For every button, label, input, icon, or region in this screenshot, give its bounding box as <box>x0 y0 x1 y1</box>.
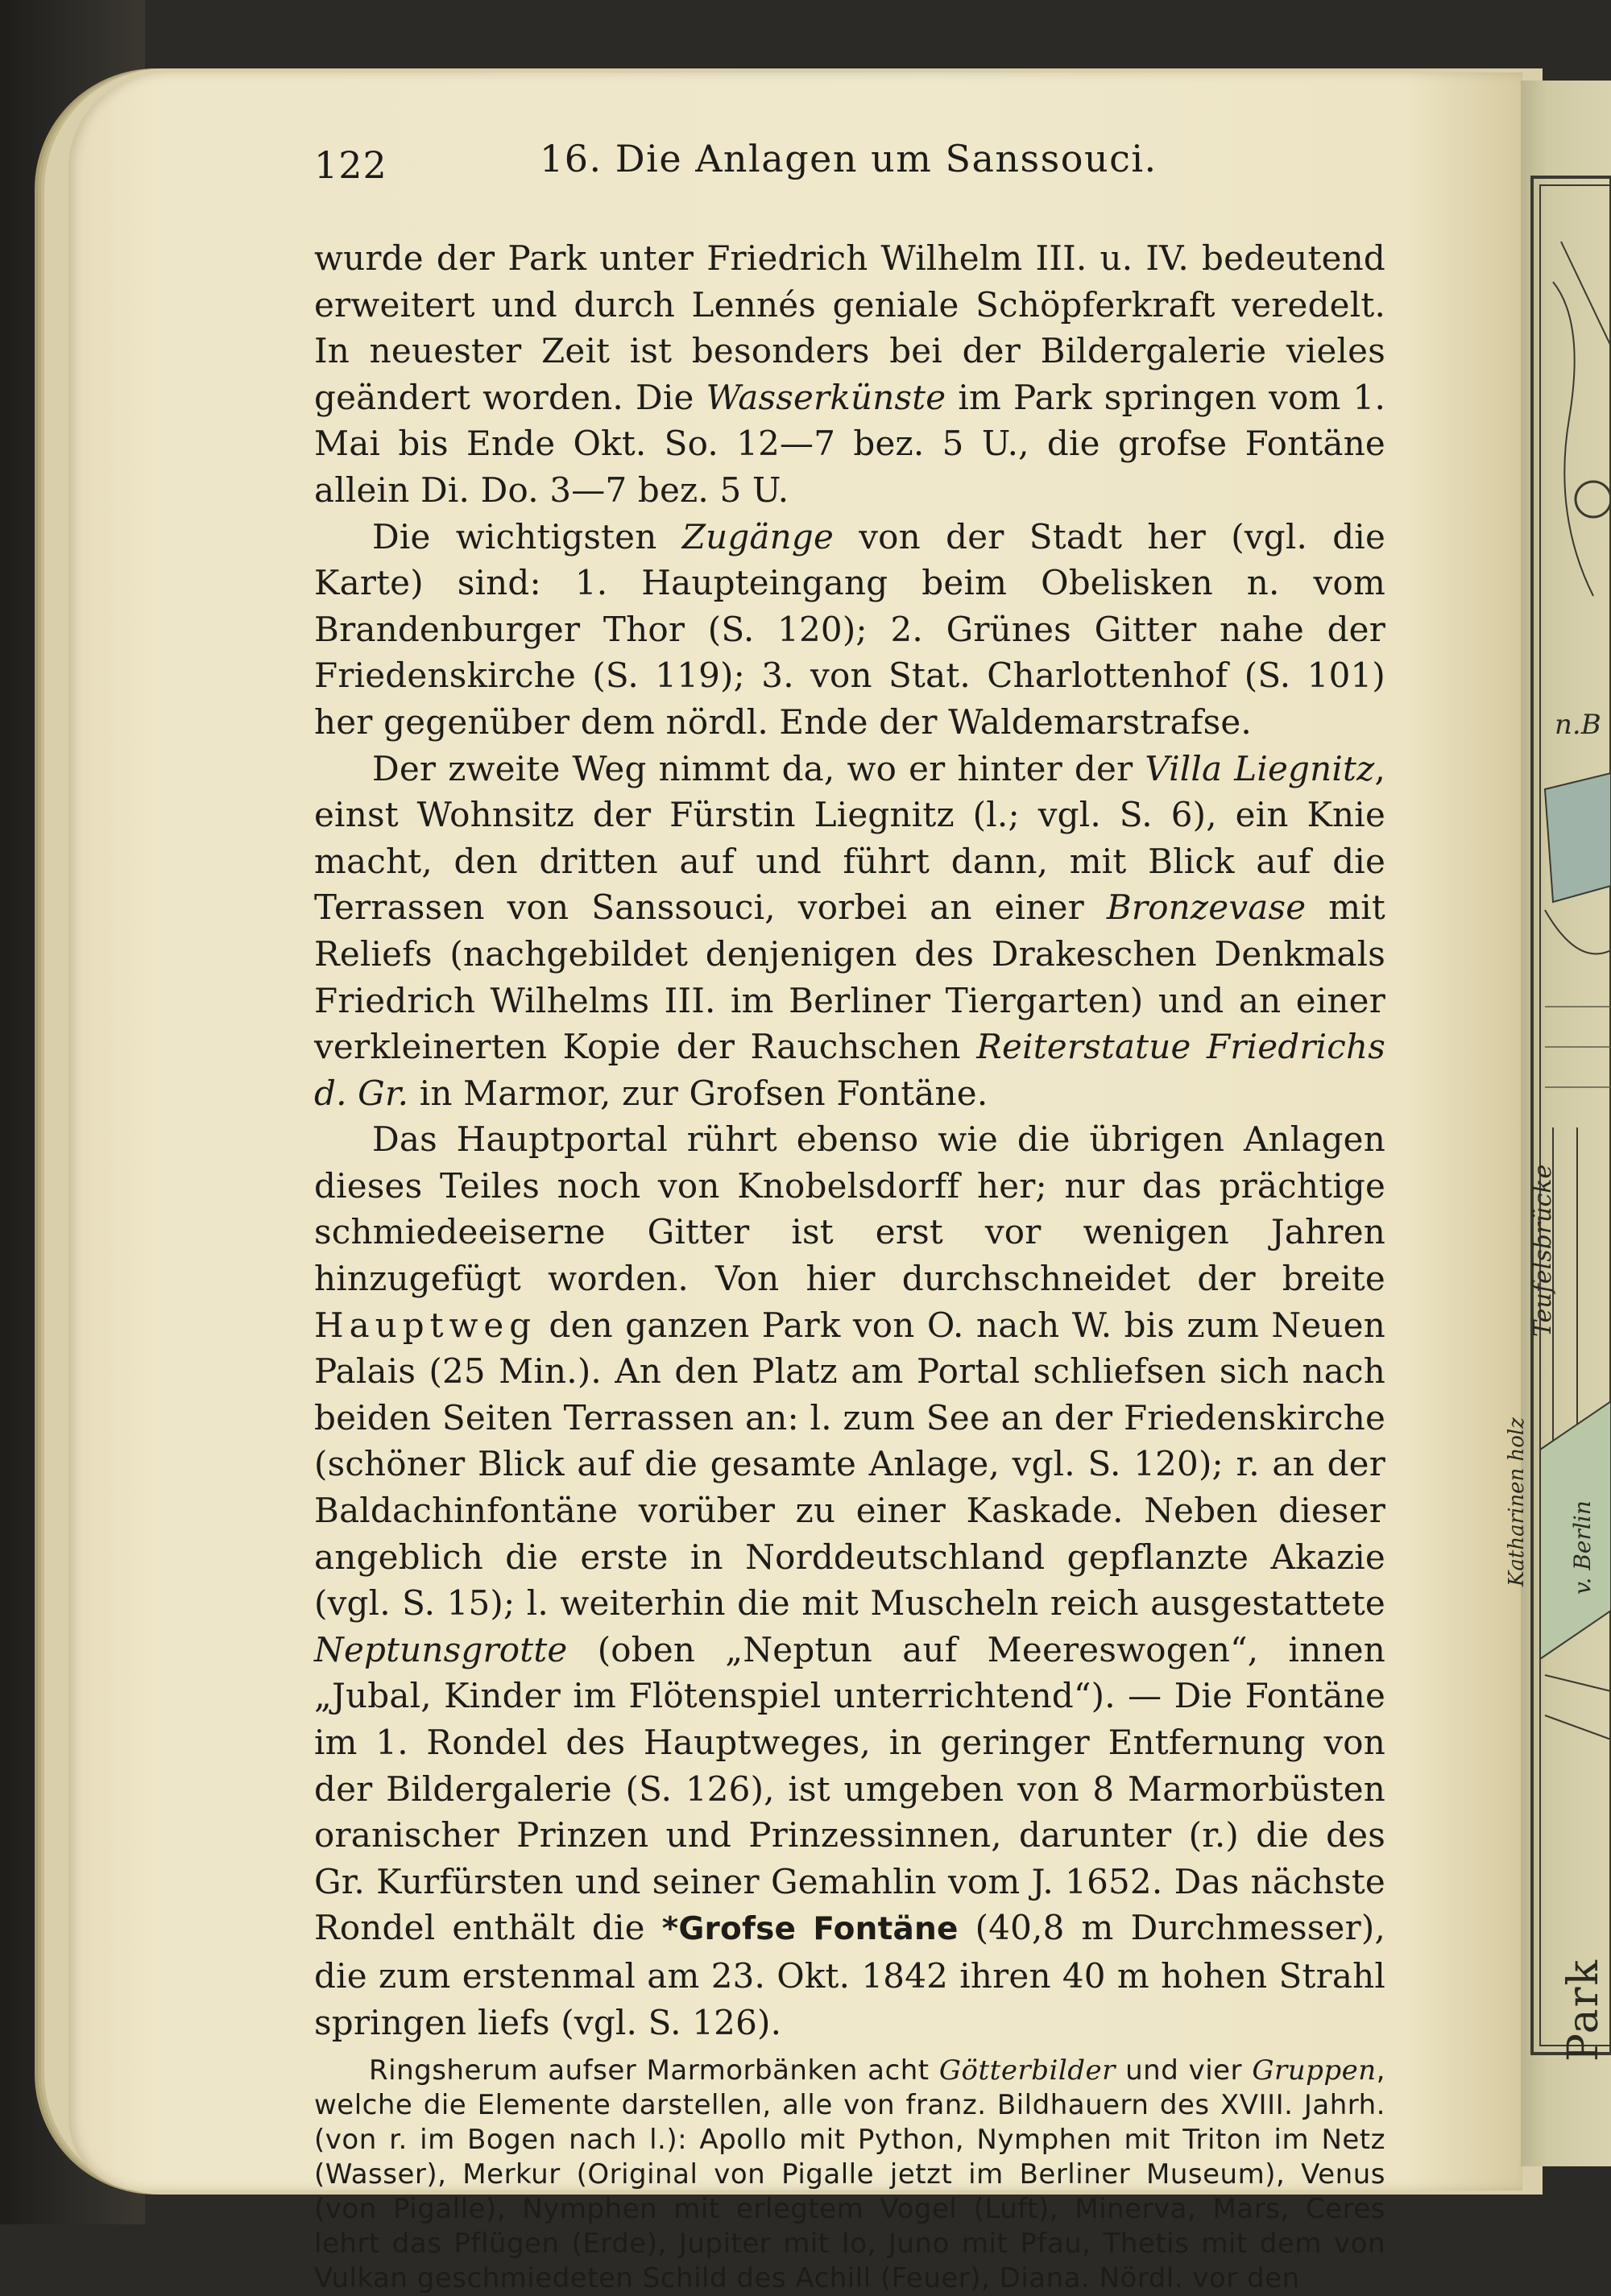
text-run: Neptunsgrotte <box>314 1629 568 1669</box>
text-run: (oben „Neptun auf Meereswogen“, innen „Jubal, Kinder im Flötenspiel unterrichtend“). — Die Fontäne im 1. Rondel des Hauptweges, in geringer Entfernung von der Bildergalerie (S. 126), ist umgeben von 8 Marmorbüsten oranischer Prinzen und Prinzessinnen, darunter (r.) die des Gr. Kurfürsten und seiner Gemahlin vom J. 1652. Das nächste Rondel enthält die <box>314 1629 1385 1948</box>
paragraph-3 <box>314 746 1385 1117</box>
map-label-park: Park <box>1559 1958 1608 2062</box>
map-label-katharinenholz: Katharinen holz <box>1505 1417 1529 1587</box>
paragraph-2 <box>314 514 1385 746</box>
small-print-note <box>314 2054 1385 2296</box>
text-run: wurde der Park unter Friedrich Wilhelm III. u. IV. bedeutend erweitert und durch Lennés geniale Schöpferkraft veredelt. In neuester Zeit ist besonders bei der Bildergalerie vieles geändert worden. Die <box>314 238 1385 417</box>
text-run: Hauptweg <box>314 1305 537 1345</box>
text-run: (40,8 m Durchmesser), die zum erstenmal am 23. Okt. 1842 ihren 40 m hohen Strahl springen liefs (vgl. S. 126). <box>314 1908 1386 2042</box>
text-run: Gruppen <box>1252 2054 1377 2087</box>
map-label-berlin: v. Berlin <box>1569 1500 1596 1595</box>
paragraph-5 <box>314 2054 1385 2296</box>
text-run: Das Hauptportal rührt ebenso wie die übrigen Anlagen dieses Teiles noch von Knobelsdorff her; nur das prächtige schmiedeeiserne Gitter ist erst vor wenigen Jahren hinzugefügt worden. Von hier durchschneidet der breite <box>314 1119 1385 1299</box>
text-run: Götterbilder <box>938 2054 1116 2087</box>
text-run: den ganzen Park von O. nach W. bis zum Neuen Palais (25 Min.). An den Platz am Portal schliefsen sich nach beiden Seiten Terrassen an: l. zum See an der Friedenskirche (schöner Blick auf die gesamte Anlage, vgl. S. 120); r. an der Baldachinfontäne vorüber zu einer Kaskade. Neben dieser angeblich die erste in Norddeutschland gepflanzte Akazie (vgl. S. 15); l. weiterhin die mit Muscheln reich ausgestattete <box>314 1305 1385 1624</box>
text-run: Reiterstatue Friedrichs d. Gr. <box>314 1027 1385 1113</box>
map-label-teufelsbruecke: Teufelsbrücke <box>1529 1164 1557 1337</box>
text-run: *Grofse Fontäne <box>661 1911 959 1948</box>
map-foldout-edge <box>1505 81 1611 2166</box>
text-run: Die wichtigsten <box>372 516 682 556</box>
text-run: Ringsherum aufser Marmorbänken acht <box>369 2054 939 2087</box>
text-run: im Park springen vom 1. Mai bis Ende Okt. So. 12—7 bez. 5 U., die grofse Fontäne allein Di. Do. 3—7 bez. 5 U. <box>314 377 1385 510</box>
main-text <box>314 235 1385 2046</box>
text-run: und vier <box>1115 2054 1253 2087</box>
text-run: von der Stadt her (vgl. die Karte) sind: 1. Haupteingang beim Obelisken n. vom Brandenburger Thor (S. 120); 2. Grünes Gitter nahe der Friedenskirche (S. 119); 3. von Stat. Charlottenhof (S. 101) her gegenüber dem nördl. Ende der Waldemarstrafse. <box>314 516 1385 742</box>
running-title: 16. Die Anlagen um Sanssouci. <box>540 137 1158 180</box>
page-content <box>314 137 1385 2296</box>
paragraph-4 <box>314 1116 1385 2046</box>
text-run: Wasserkünste <box>706 377 946 417</box>
page-number: 122 <box>314 143 387 187</box>
paragraph-1 <box>314 235 1385 514</box>
text-run: Zugänge <box>681 516 834 556</box>
text-run: , welche die Elemente darstellen, alle von franz. Bildhauern des XVIII. Jahrh. (von r. im Bogen nach l.): Apollo mit Python, Nymphen mit Triton im Netz (Wasser), Merkur (Original von Pigalle jetzt im Berliner Museum), Venus (von Pigalle), Nymphen mit erlegtem Vogel (Luft), Minerva, Mars, Ceres lehrt das Pflügen (Erde), Jupiter mit Io, Juno mit Pfau, Thetis mit dem von Vulkan geschmiedeten Schild des Achill (Feuer), Diana. Nördl. vor den <box>314 2054 1385 2295</box>
text-run: mit Reliefs (nachgebildet denjenigen des Drakeschen Denkmals Friedrich Wilhelms III. im Berliner Tiergarten) und an einer verkleinerten Kopie der Rauchschen <box>314 887 1385 1067</box>
text-run: Villa Liegnitz <box>1145 748 1375 788</box>
text-run: , einst Wohnsitz der Fürstin Liegnitz (l.; vgl. S. 6), ein Knie macht, den dritten auf und führt dann, mit Blick auf die Terrassen von Sanssouci, vorbei an einer <box>314 748 1385 928</box>
text-run: Bronzevase <box>1106 887 1307 928</box>
map-label-nb: n.B <box>1555 709 1601 741</box>
running-header <box>314 137 1385 193</box>
text-run: Der zweite Weg nimmt da, wo er hinter der <box>372 748 1145 788</box>
map-fragment-drawing <box>1521 81 1611 2166</box>
text-run: in Marmor, zur Grofsen Fontäne. <box>408 1073 988 1113</box>
